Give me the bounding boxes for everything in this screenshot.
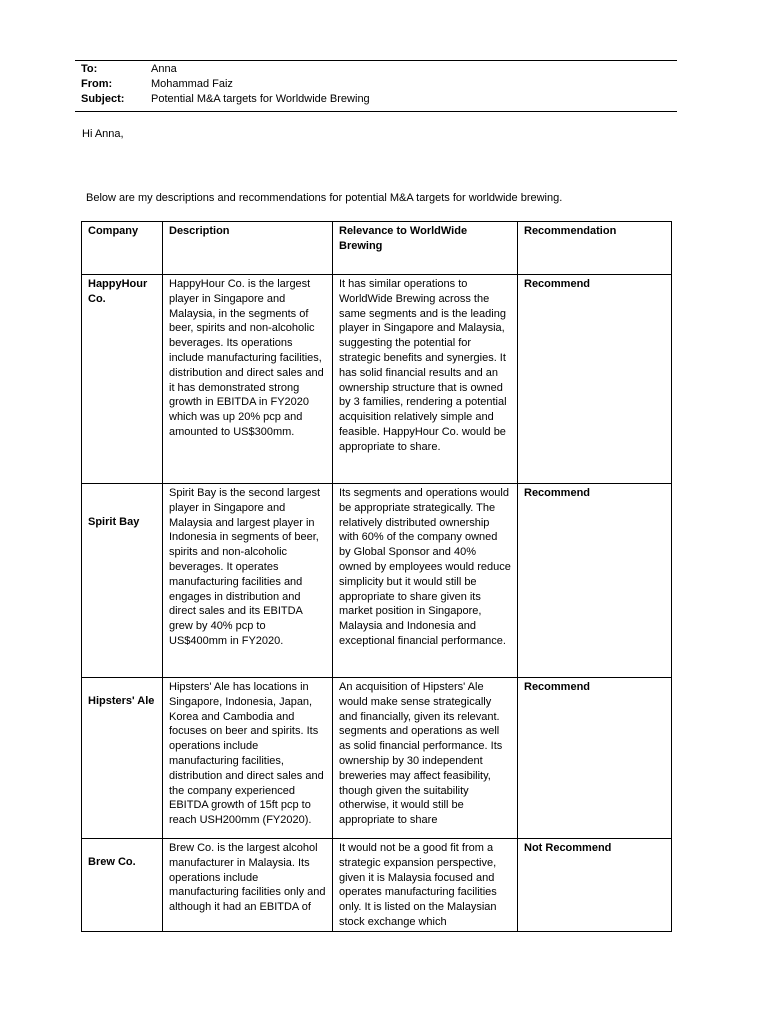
memo-from-label: From: [81, 78, 113, 90]
relevance-cell: It would not be a good fit from a strategic expansion perspective, given it is Malaysia focused and operates manufacturing facilities only. It is listed on the Malaysian stock exchange which [333, 839, 518, 932]
header-company: Company [82, 222, 163, 275]
memo-to-row [75, 62, 677, 77]
table-row [82, 275, 672, 484]
memo-subject-value: Potential M&A targets for Worldwide Brewing [151, 93, 370, 105]
recommendation-cell: Recommend [518, 678, 672, 839]
relevance-cell: It has similar operations to WorldWide Brewing across the same segments and is the leading player in Singapore and Malaysia, suggesting the potential for strategic benefits and synergies. It has solid financial results and an ownership structure that is owned by 3 families, rendering a potential acquisition relatively simple and feasible. HappyHour Co. would be appropriate to share. [333, 275, 518, 484]
memo-from-row [75, 77, 677, 92]
company-cell: Spirit Bay [82, 484, 163, 678]
intro-paragraph: Below are my descriptions and recommendations for potential M&A targets for worldwide brewing. [86, 192, 563, 204]
table-header-row [82, 222, 672, 275]
memo-from-value: Mohammad Faiz [151, 78, 233, 90]
greeting: Hi Anna, [82, 128, 124, 140]
relevance-cell: Its segments and operations would be appropriate strategically. The relatively distributed ownership with 60% of the company owned by Global Sponsor and 40% owned by employees would reduce simplicity but it would still be appropriate to share given its market position in Singapore, Malaysia and Indonesia and exceptional financial performance. [333, 484, 518, 678]
memo-to-value: Anna [151, 63, 177, 75]
memo-subject-row [75, 92, 677, 107]
header-description: Description [163, 222, 333, 275]
table-row [82, 484, 672, 678]
description-cell: HappyHour Co. is the largest player in Singapore and Malaysia, in the segments of beer, spirits and non-alcoholic beverages. Its operations include manufacturing facilities, distribution and direct sales and it has demonstrated strong growth in EBITDA in FY2020 which was up 20% pcp and amounted to US$300mm. [163, 275, 333, 484]
recommendation-cell: Recommend [518, 275, 672, 484]
memo-subject-label: Subject: [81, 93, 125, 105]
company-cell: HappyHour Co. [82, 275, 163, 484]
recommendation-cell: Not Recommend [518, 839, 672, 932]
description-cell: Spirit Bay is the second largest player in Singapore and Malaysia and largest player in Indonesia in segments of beer, spirits and non-alcoholic beverages. It operates manufacturing facilities and engages in distribution and direct sales and its EBITDA grew by 40% pcp to US$400mm in FY2020. [163, 484, 333, 678]
recommendation-cell: Recommend [518, 484, 672, 678]
memo-to-label: To: [81, 63, 98, 75]
targets-table [81, 221, 672, 932]
memo-header [75, 60, 677, 112]
company-cell: Hipsters' Ale [82, 678, 163, 839]
description-cell: Hipsters' Ale has locations in Singapore, Indonesia, Japan, Korea and Cambodia and focuses on beer and spirits. Its operations include manufacturing facilities, distribution and direct sales and the company experienced EBITDA growth of 15ft pcp to reach USH200mm (FY2020). [163, 678, 333, 839]
relevance-cell: An acquisition of Hipsters' Ale would make sense strategically and financially, given its relevant. segments and operations as well as solid financial performance. Its ownership by 30 independent breweries may affect feasibility, though given the suitability otherwise, it would still be appropriate to share [333, 678, 518, 839]
header-recommendation: Recommendation [518, 222, 672, 275]
description-cell: Brew Co. is the largest alcohol manufacturer in Malaysia. Its operations include manufacturing facilities only and although it had an EBITDA of [163, 839, 333, 932]
table-row [82, 678, 672, 839]
header-relevance: Relevance to WorldWide Brewing [333, 222, 518, 275]
company-cell: Brew Co. [82, 839, 163, 932]
table-row [82, 839, 672, 932]
